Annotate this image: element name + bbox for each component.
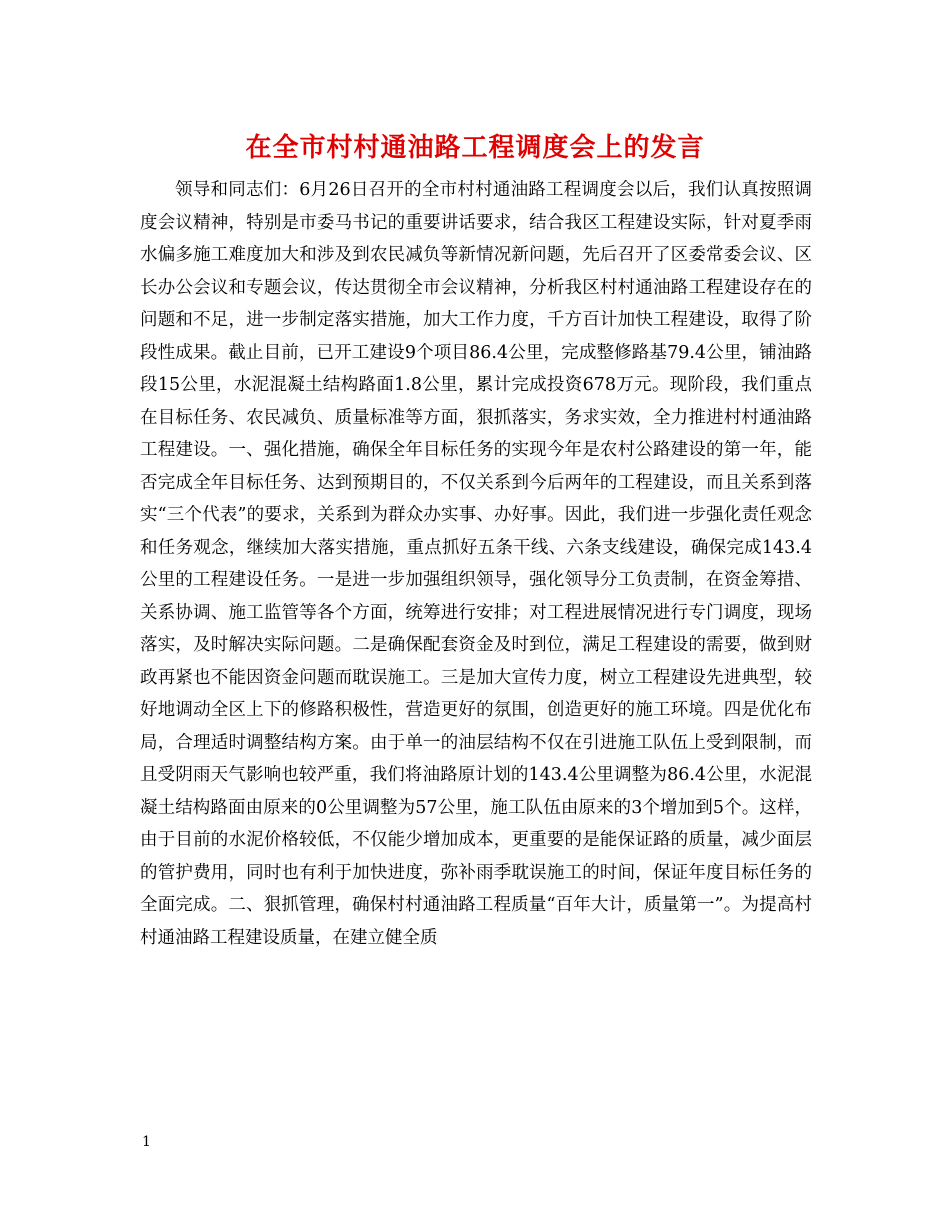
document-title: 在全市村村通油路工程调度会上的发言 — [245, 133, 705, 163]
page-number: 1 — [142, 1134, 151, 1150]
document-body-paragraph: 领导和同志们：6月26日召开的全市村村通油路工程调度会以后，我们认真按照调度会议精神，特别是市委马书记的重要讲话要求，结合我区工程建设实际，针对夏季雨水偏多施工难度加大和涉及到农民减负等新情况新问题，先后召开了区委常委会议、区长办公会议和专题会议，传达贯彻全市会议精神，分析我区村村通油路工程建设存在的问题和不足，进一步制定落实措施，加大工作力度，千方百计加快工程建设，取得了阶段性成果。截止目前，已开工建设9个项目86.4公里，完成整修路基79.4公里，铺油路段15公里，水泥混凝土结构路面1.8公里，累计完成投资678万元。现阶段，我们重点在目标任务、农民减负、质量标准等方面，狠抓落实，务求实效，全力推进村村通油路工程建设。一、强化措施，确保全年目标任务的实现今年是农村公路建设的第一年，能否完成全年目标任务、达到预期目的，不仅关系到今后两年的工程建设，而且关系到落实“三个代表”的要求，关系到为群众办实事、办好事。因此，我们进一步强化责任观念和任务观念，继续加大落实措施，重点抓好五条干线、六条支线建设，确保完成143.4公里的工程建设任务。一是进一步加强组织领导，强化领导分工负责制，在资金筹措、关系协调、施工监管等各个方面，统筹进行安排；对工程进展情况进行专门调度，现场落实，及时解决实际问题。二是确保配套资金及时到位，满足工程建设的需要，做到财政再紧也不能因资金问题而耽误施工。三是加大宣传力度，树立工程建设先进典型，较好地调动全区上下的修路积极性，营造更好的氛围，创造更好的施工环境。四是优化布局，合理适时调整结构方案。由于单一的油层结构不仅在引进施工队伍上受到限制，而且受阴雨天气影响也较严重，我们将油路原计划的143.4公里调整为86.4公里，水泥混凝土结构路面由原来的0公里调整为57公里，施工队伍由原来的3个增加到5个。这样，由于目前的水泥价格较低，不仅能少增加成本，更重要的是能保证路的质量，减少面层的管护费用，同时也有利于加快进度，弥补雨季耽误施工的时间，保证年度目标任务的全面完成。二、狠抓管理，确保村村通油路工程质量“百年大计，质量第一”。为提高村村通油路工程建设质量，在建立健全质 — [140, 180, 812, 948]
